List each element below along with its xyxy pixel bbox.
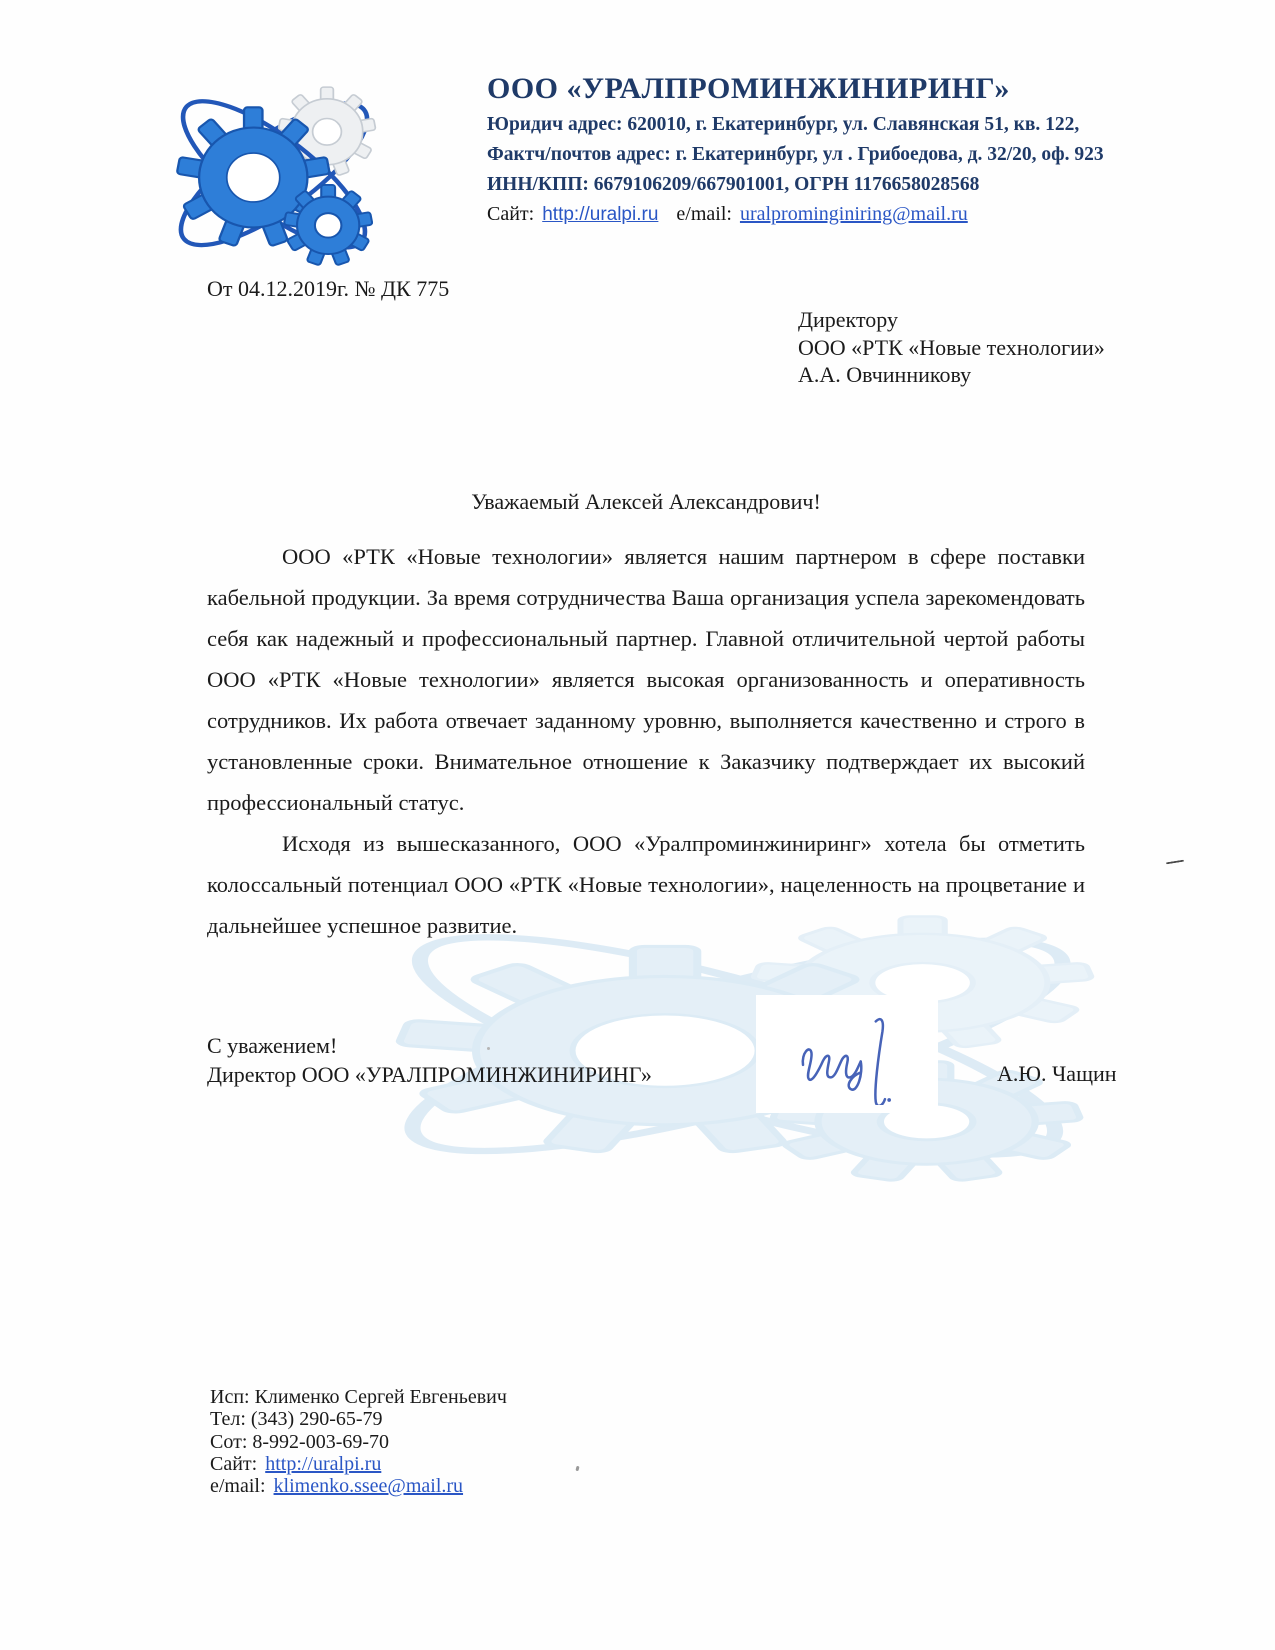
header-contacts-line [487, 203, 1127, 226]
postal-address: Фактч/почтов адрес: г. Екатеринбург, ул . Грибоедова, д. 32/20, оф. 923 [487, 144, 1104, 165]
reference-date-line: От 04.12.2019г. № ДК 775 [207, 276, 450, 301]
footer-email-line [210, 1475, 507, 1497]
recipient-name: А.А. Овчинникову [798, 362, 972, 387]
legal-address: Юридич адрес: 620010, г. Екатеринбург, ул. Славянская 51, кв. 122, [487, 114, 1080, 135]
scan-artifact-dash [1166, 860, 1184, 865]
letterhead [487, 72, 1127, 226]
executor-mobile: Сот: 8-992-003-69-70 [210, 1430, 390, 1453]
site-label: Сайт: [487, 203, 535, 225]
body-paragraph-2: Исходя из вышесказанного, ООО «Уралпроминжиниринг» хотела бы отметить колоссальный потенциал ООО «РТК «Новые технологии», нацеленность на процветание и дальнейшее успешное развитие. [207, 831, 1085, 938]
closing-block [207, 1031, 652, 1089]
footer-site-label: Сайт: [210, 1452, 258, 1475]
signer-title: Директор ООО «УРАЛПРОМИНЖИНИРИНГ» [207, 1062, 652, 1087]
executor-phone: Тел: (343) 290-65-79 [210, 1408, 383, 1431]
letter-body [207, 536, 1085, 946]
recipient-block [798, 306, 1105, 389]
email-link[interactable]: uralprominginiring@mail.ru [739, 203, 968, 225]
company-logo-gears-icon [153, 68, 395, 270]
signature-patch [756, 995, 938, 1113]
email-label: e/mail: [676, 203, 732, 225]
inn-ogrn: ИНН/КПП: 6679106209/667901001, ОГРН 1176658028568 [487, 174, 980, 195]
scan-artifact-speck [575, 1466, 579, 1472]
salutation: Уважаемый Алексей Александрович! [471, 489, 821, 514]
site-link[interactable]: http://uralpi.ru [542, 204, 659, 225]
executor-name: Исп: Клименко Сергей Евгеньевич [210, 1386, 507, 1408]
signer-name: А.Ю. Чащин [997, 1061, 1117, 1086]
executor-block [210, 1386, 507, 1497]
scan-artifact-speck [487, 1047, 490, 1050]
recipient-company: ООО «РТК «Новые технологии» [798, 334, 1105, 360]
footer-site-line [210, 1453, 507, 1475]
footer-email-label: e/mail: [210, 1475, 266, 1498]
recipient-position: Директору [798, 307, 898, 332]
closing-phrase: С уважением! [207, 1033, 338, 1058]
handwritten-signature-icon [784, 1013, 914, 1105]
footer-site-link[interactable]: http://uralpi.ru [265, 1452, 382, 1475]
body-paragraph-1: ООО «РТК «Новые технологии» является нашим партнером в сфере поставки кабельной продукции. За время сотрудничества Ваша организация успела зарекомендовать себя как надежный и профессиональный партнер. Главной отличительной чертой работы ООО «РТК «Новые технологии» является высокая организованность и оперативность сотрудников. Их работа отвечает заданному уровню, выполняется качественно и строго в установленные сроки. Внимательное отношение к Заказчику подтверждает их высокий профессиональный статус. [207, 544, 1085, 815]
footer-email-link[interactable]: klimenko.ssee@mail.ru [273, 1475, 464, 1498]
company-name: ООО «УРАЛПРОМИНЖИНИРИНГ» [487, 72, 1010, 105]
